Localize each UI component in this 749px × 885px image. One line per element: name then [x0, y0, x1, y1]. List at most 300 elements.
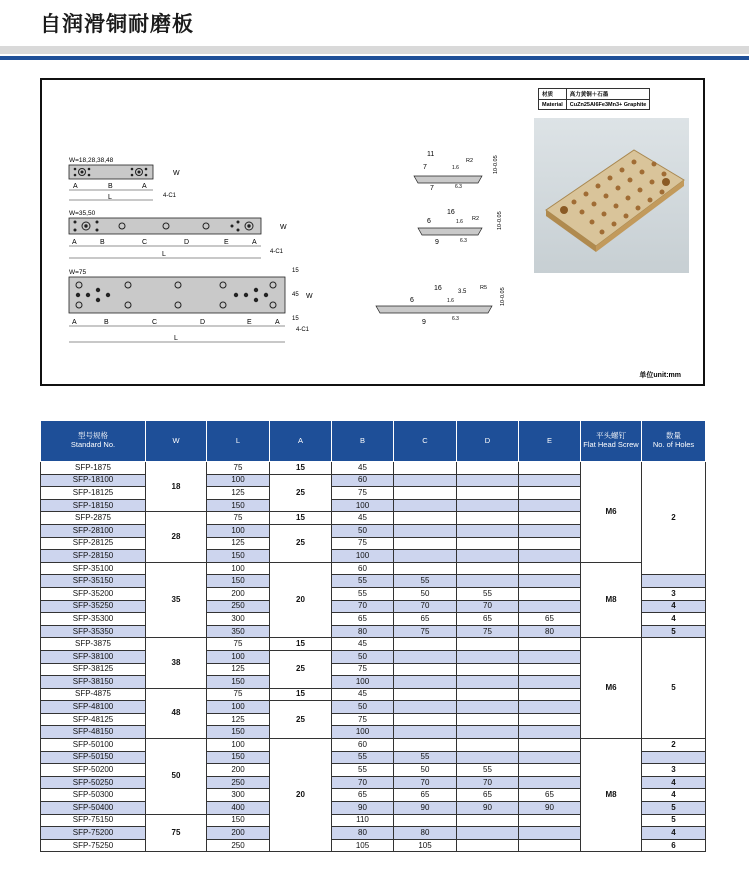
cell-b: 65	[332, 613, 394, 626]
plate-1-w: W	[173, 170, 180, 177]
header-d: D	[457, 421, 519, 462]
cell-l: 250	[207, 600, 270, 613]
cell-d	[457, 562, 519, 575]
cell-c	[394, 739, 457, 752]
cell-holes: 4	[642, 827, 706, 840]
plate-2-w: W	[280, 224, 287, 231]
plate-1-dim-a2: A	[142, 183, 147, 190]
cell-b: 100	[332, 726, 394, 739]
cell-standard: SFP-50300	[41, 789, 146, 802]
plate-1-chamfer: 4-C1	[163, 193, 177, 199]
section-2-b: 9	[435, 239, 439, 246]
cell-w: 50	[146, 739, 207, 815]
cell-c: 80	[394, 827, 457, 840]
plate-3-side-top: 15	[292, 268, 299, 274]
cell-standard: SFP-35150	[41, 575, 146, 588]
cell-screw: M8	[581, 739, 642, 852]
cell-b: 70	[332, 776, 394, 789]
cell-e	[519, 776, 581, 789]
cell-b: 105	[332, 839, 394, 852]
cell-a: 20	[270, 562, 332, 638]
cell-l: 75	[207, 688, 270, 701]
cell-b: 55	[332, 764, 394, 777]
cell-l: 100	[207, 739, 270, 752]
cell-c	[394, 676, 457, 689]
plate-1-label: W=18,28,38,48	[69, 157, 114, 164]
cell-b: 50	[332, 524, 394, 537]
cell-c: 50	[394, 764, 457, 777]
cell-standard: SFP-75250	[41, 839, 146, 852]
plate-3-side-mid: 45	[292, 292, 299, 298]
cell-c: 55	[394, 575, 457, 588]
cell-e	[519, 676, 581, 689]
cell-a: 20	[270, 739, 332, 852]
cell-c: 90	[394, 802, 457, 815]
cell-e	[519, 701, 581, 714]
cell-e	[519, 688, 581, 701]
cell-d	[457, 839, 519, 852]
cell-d	[457, 650, 519, 663]
cell-e	[519, 487, 581, 500]
cell-l: 350	[207, 625, 270, 638]
section-1-c: 1.6	[452, 165, 459, 171]
cell-e	[519, 524, 581, 537]
spec-table	[40, 420, 706, 852]
cell-d	[457, 739, 519, 752]
cell-standard: SFP-50150	[41, 751, 146, 764]
cell-d	[457, 726, 519, 739]
cell-standard: SFP-35100	[41, 562, 146, 575]
section-3-c: 1.6	[447, 298, 454, 304]
cell-b: 100	[332, 550, 394, 563]
cell-e	[519, 575, 581, 588]
cell-holes: 2	[642, 739, 706, 752]
cell-e	[519, 600, 581, 613]
cell-l: 75	[207, 462, 270, 475]
cell-d	[457, 474, 519, 487]
cell-standard: SFP-48125	[41, 713, 146, 726]
cell-b: 80	[332, 827, 394, 840]
cell-b: 60	[332, 739, 394, 752]
cell-d: 55	[457, 764, 519, 777]
cell-standard: SFP-50250	[41, 776, 146, 789]
cell-c	[394, 499, 457, 512]
cell-d	[457, 688, 519, 701]
cell-l: 125	[207, 487, 270, 500]
cell-d	[457, 814, 519, 827]
cell-d: 55	[457, 587, 519, 600]
cell-d	[457, 663, 519, 676]
cell-b: 75	[332, 663, 394, 676]
cell-holes: 5	[642, 814, 706, 827]
cell-standard: SFP-35300	[41, 613, 146, 626]
technical-drawing	[40, 78, 705, 386]
plate-3-side-bot: 15	[292, 316, 299, 322]
cell-e	[519, 512, 581, 525]
cell-c: 65	[394, 613, 457, 626]
cell-b: 75	[332, 537, 394, 550]
section-1-s: 6.3	[455, 184, 462, 190]
plate-3-dim-e: E	[247, 319, 252, 326]
cell-b: 55	[332, 751, 394, 764]
material-value-cn: 高力黄铜＋石墨	[566, 89, 650, 100]
cell-l: 125	[207, 663, 270, 676]
cell-d	[457, 701, 519, 714]
cell-c	[394, 550, 457, 563]
cell-d	[457, 550, 519, 563]
cell-standard: SFP-48100	[41, 701, 146, 714]
cell-b: 75	[332, 713, 394, 726]
cell-standard: SFP-3875	[41, 638, 146, 651]
cell-d: 70	[457, 600, 519, 613]
section-2-r: R2	[472, 216, 480, 222]
cell-c: 65	[394, 789, 457, 802]
plate-3-label: W=75	[69, 269, 87, 276]
plate-1-dim-l: L	[108, 194, 112, 201]
cell-w: 75	[146, 814, 207, 852]
cell-l: 100	[207, 562, 270, 575]
header-rule-gray	[0, 46, 749, 54]
cell-c	[394, 814, 457, 827]
header-b: B	[332, 421, 394, 462]
section-1-t: 10-0.05	[493, 155, 499, 174]
cell-standard: SFP-18125	[41, 487, 146, 500]
cell-e: 65	[519, 789, 581, 802]
cell-c	[394, 726, 457, 739]
cell-b: 55	[332, 575, 394, 588]
cell-e	[519, 550, 581, 563]
section-3-r: R5	[480, 285, 488, 291]
section-1-b: 7	[430, 185, 434, 192]
page-title: 自润滑铜耐磨板	[40, 12, 194, 36]
cell-d	[457, 462, 519, 475]
cell-e	[519, 462, 581, 475]
section-1-drawing	[414, 151, 499, 192]
cell-d	[457, 638, 519, 651]
cell-b: 100	[332, 499, 394, 512]
cell-b: 90	[332, 802, 394, 815]
plate-1-dim-b: B	[108, 183, 113, 190]
section-1-r: R2	[466, 158, 474, 164]
cell-b: 75	[332, 487, 394, 500]
cell-e	[519, 739, 581, 752]
cell-e	[519, 751, 581, 764]
cell-l: 250	[207, 776, 270, 789]
cell-holes: 4	[642, 776, 706, 789]
material-value-en: CuZn25Al6Fe3Mn3+ Graphite	[566, 100, 650, 110]
cell-d: 90	[457, 802, 519, 815]
cell-d	[457, 487, 519, 500]
cell-c: 50	[394, 587, 457, 600]
header-c: C	[394, 421, 457, 462]
cell-l: 100	[207, 524, 270, 537]
product-photo	[534, 118, 689, 273]
cell-l: 150	[207, 575, 270, 588]
cell-d: 65	[457, 613, 519, 626]
cell-standard: SFP-75200	[41, 827, 146, 840]
cell-l: 75	[207, 512, 270, 525]
cell-b: 70	[332, 600, 394, 613]
cell-standard: SFP-38100	[41, 650, 146, 663]
cell-b: 50	[332, 650, 394, 663]
plate-2-dim-e: E	[224, 239, 229, 246]
header-screw: 平头螺钉 Flat Head Screw	[581, 421, 642, 462]
plate-2-label: W=35,50	[69, 210, 96, 217]
cell-w: 38	[146, 638, 207, 688]
section-2-h: 6	[427, 218, 431, 225]
cell-e	[519, 587, 581, 600]
cell-l: 200	[207, 827, 270, 840]
cell-a: 25	[270, 474, 332, 512]
cell-d: 65	[457, 789, 519, 802]
cell-d	[457, 575, 519, 588]
section-2-t: 10-0.05	[497, 211, 503, 230]
plate-3-chamfer: 4-C1	[296, 327, 310, 333]
cell-standard: SFP-18100	[41, 474, 146, 487]
cell-c: 70	[394, 600, 457, 613]
cell-standard: SFP-28150	[41, 550, 146, 563]
cell-holes: 4	[642, 789, 706, 802]
cell-a: 25	[270, 524, 332, 562]
cell-c: 105	[394, 839, 457, 852]
cell-b: 45	[332, 512, 394, 525]
cell-c	[394, 650, 457, 663]
section-2-s: 6.3	[460, 238, 467, 244]
cell-c	[394, 474, 457, 487]
plate-2-dim-b: B	[100, 239, 105, 246]
cell-standard: SFP-38150	[41, 676, 146, 689]
section-2-top: 16	[447, 209, 455, 216]
cell-e	[519, 562, 581, 575]
plate-2-dim-a2: A	[252, 239, 257, 246]
cell-c	[394, 701, 457, 714]
cell-b: 55	[332, 587, 394, 600]
cell-l: 150	[207, 499, 270, 512]
cell-c	[394, 663, 457, 676]
cell-l: 150	[207, 550, 270, 563]
section-1-h: 7	[423, 164, 427, 171]
spec-header-row	[41, 421, 706, 462]
cell-standard: SFP-50100	[41, 739, 146, 752]
cell-l: 200	[207, 764, 270, 777]
cell-b: 110	[332, 814, 394, 827]
cell-standard: SFP-1875	[41, 462, 146, 475]
cell-standard: SFP-28125	[41, 537, 146, 550]
plate-2-dim-a1: A	[72, 239, 77, 246]
cell-b: 45	[332, 688, 394, 701]
cell-l: 100	[207, 650, 270, 663]
cell-d	[457, 713, 519, 726]
plate-2-drawing	[69, 210, 287, 258]
plate-3-dim-l: L	[174, 335, 178, 342]
cell-holes: 2	[642, 462, 706, 575]
header-l: L	[207, 421, 270, 462]
cell-standard: SFP-38125	[41, 663, 146, 676]
plate-3-dim-a2: A	[275, 319, 280, 326]
cell-holes: 4	[642, 600, 706, 613]
plate-1-drawing	[69, 157, 180, 201]
cell-c	[394, 537, 457, 550]
unit-label: 单位unit:mm	[639, 372, 681, 379]
plate-2-dim-d: D	[184, 239, 190, 246]
cell-l: 150	[207, 751, 270, 764]
cell-l: 150	[207, 676, 270, 689]
cell-e	[519, 663, 581, 676]
product-photo-illustration	[534, 118, 689, 273]
cell-e	[519, 650, 581, 663]
header-holes: 数量 No. of Holes	[642, 421, 706, 462]
cell-c	[394, 688, 457, 701]
cell-holes	[642, 575, 706, 588]
cell-holes: 4	[642, 613, 706, 626]
cell-l: 400	[207, 802, 270, 815]
cell-c	[394, 512, 457, 525]
cell-standard: SFP-48150	[41, 726, 146, 739]
cell-d: 75	[457, 625, 519, 638]
cell-standard: SFP-50200	[41, 764, 146, 777]
plate-3-dim-d: D	[200, 319, 206, 326]
cell-e: 80	[519, 625, 581, 638]
plate-2-chamfer: 4-C1	[270, 249, 284, 255]
spec-body	[41, 462, 706, 852]
cell-b: 100	[332, 676, 394, 689]
cell-standard: SFP-28100	[41, 524, 146, 537]
header-rule-blue	[0, 56, 749, 60]
cell-l: 125	[207, 713, 270, 726]
cell-c	[394, 562, 457, 575]
cell-standard: SFP-2875	[41, 512, 146, 525]
cell-w: 28	[146, 512, 207, 562]
cell-l: 200	[207, 587, 270, 600]
cell-d	[457, 524, 519, 537]
plate-3-dim-c: C	[152, 319, 158, 326]
cell-d	[457, 537, 519, 550]
section-3-t: 10-0.05	[500, 287, 506, 306]
cell-standard: SFP-35250	[41, 600, 146, 613]
cell-standard: SFP-35200	[41, 587, 146, 600]
plate-2-dim-l: L	[162, 251, 166, 258]
cell-l: 300	[207, 789, 270, 802]
plate-1-dim-a1: A	[73, 183, 78, 190]
cell-c	[394, 487, 457, 500]
cell-holes: 3	[642, 764, 706, 777]
material-table	[538, 88, 650, 110]
cell-l: 250	[207, 839, 270, 852]
cell-screw: M8	[581, 562, 642, 638]
cell-e	[519, 726, 581, 739]
cell-d	[457, 827, 519, 840]
cell-c	[394, 524, 457, 537]
section-2-drawing	[418, 209, 503, 246]
cell-c: 55	[394, 751, 457, 764]
cell-c: 70	[394, 776, 457, 789]
cell-e: 65	[519, 613, 581, 626]
cell-c	[394, 638, 457, 651]
cell-holes	[642, 751, 706, 764]
cell-e: 90	[519, 802, 581, 815]
cell-e	[519, 713, 581, 726]
table-row	[41, 638, 706, 651]
cell-b: 80	[332, 625, 394, 638]
section-3-top: 16	[434, 285, 442, 292]
cell-l: 100	[207, 474, 270, 487]
cell-screw: M6	[581, 638, 642, 739]
plate-2-dim-c: C	[142, 239, 148, 246]
cell-standard: SFP-4875	[41, 688, 146, 701]
cell-screw: M6	[581, 462, 642, 563]
section-3-mid: 3.5	[458, 289, 467, 295]
cell-e	[519, 499, 581, 512]
material-label-cn: 材质	[539, 89, 567, 100]
cell-a: 15	[270, 512, 332, 525]
cell-w: 48	[146, 688, 207, 738]
cell-standard: SFP-18150	[41, 499, 146, 512]
cell-d: 70	[457, 776, 519, 789]
cell-b: 65	[332, 789, 394, 802]
cell-c	[394, 462, 457, 475]
cell-l: 100	[207, 701, 270, 714]
header-standard: 型号规格 Standard No.	[41, 421, 146, 462]
table-row	[41, 562, 706, 575]
cell-e	[519, 839, 581, 852]
cell-e	[519, 474, 581, 487]
cell-b: 60	[332, 474, 394, 487]
cell-a: 15	[270, 638, 332, 651]
cell-l: 150	[207, 726, 270, 739]
cell-l: 125	[207, 537, 270, 550]
cell-d	[457, 512, 519, 525]
header-a: A	[270, 421, 332, 462]
cell-c	[394, 713, 457, 726]
cell-e	[519, 814, 581, 827]
table-row	[41, 462, 706, 475]
cell-a: 25	[270, 650, 332, 688]
section-3-drawing	[376, 285, 506, 326]
cell-a: 15	[270, 462, 332, 475]
cell-b: 50	[332, 701, 394, 714]
cell-c: 75	[394, 625, 457, 638]
cell-a: 25	[270, 701, 332, 739]
cell-holes: 5	[642, 802, 706, 815]
cell-b: 60	[332, 562, 394, 575]
cell-holes: 5	[642, 638, 706, 739]
header-w: W	[146, 421, 207, 462]
cell-b: 45	[332, 462, 394, 475]
cell-d	[457, 751, 519, 764]
cell-a: 15	[270, 688, 332, 701]
section-3-s: 6.3	[452, 316, 459, 322]
cell-l: 75	[207, 638, 270, 651]
cell-holes: 5	[642, 625, 706, 638]
cell-e	[519, 827, 581, 840]
cell-standard: SFP-75150	[41, 814, 146, 827]
section-3-h: 6	[410, 297, 414, 304]
cell-l: 150	[207, 814, 270, 827]
cell-e	[519, 764, 581, 777]
plate-3-w: W	[306, 293, 313, 300]
material-label-en: Material	[539, 100, 567, 110]
cell-l: 300	[207, 613, 270, 626]
cell-b: 45	[332, 638, 394, 651]
cell-w: 18	[146, 462, 207, 512]
cell-holes: 6	[642, 839, 706, 852]
section-3-b: 9	[422, 319, 426, 326]
cell-d	[457, 676, 519, 689]
cell-e	[519, 537, 581, 550]
cell-standard: SFP-50400	[41, 802, 146, 815]
plate-3-drawing	[69, 268, 313, 342]
cell-holes: 3	[642, 587, 706, 600]
